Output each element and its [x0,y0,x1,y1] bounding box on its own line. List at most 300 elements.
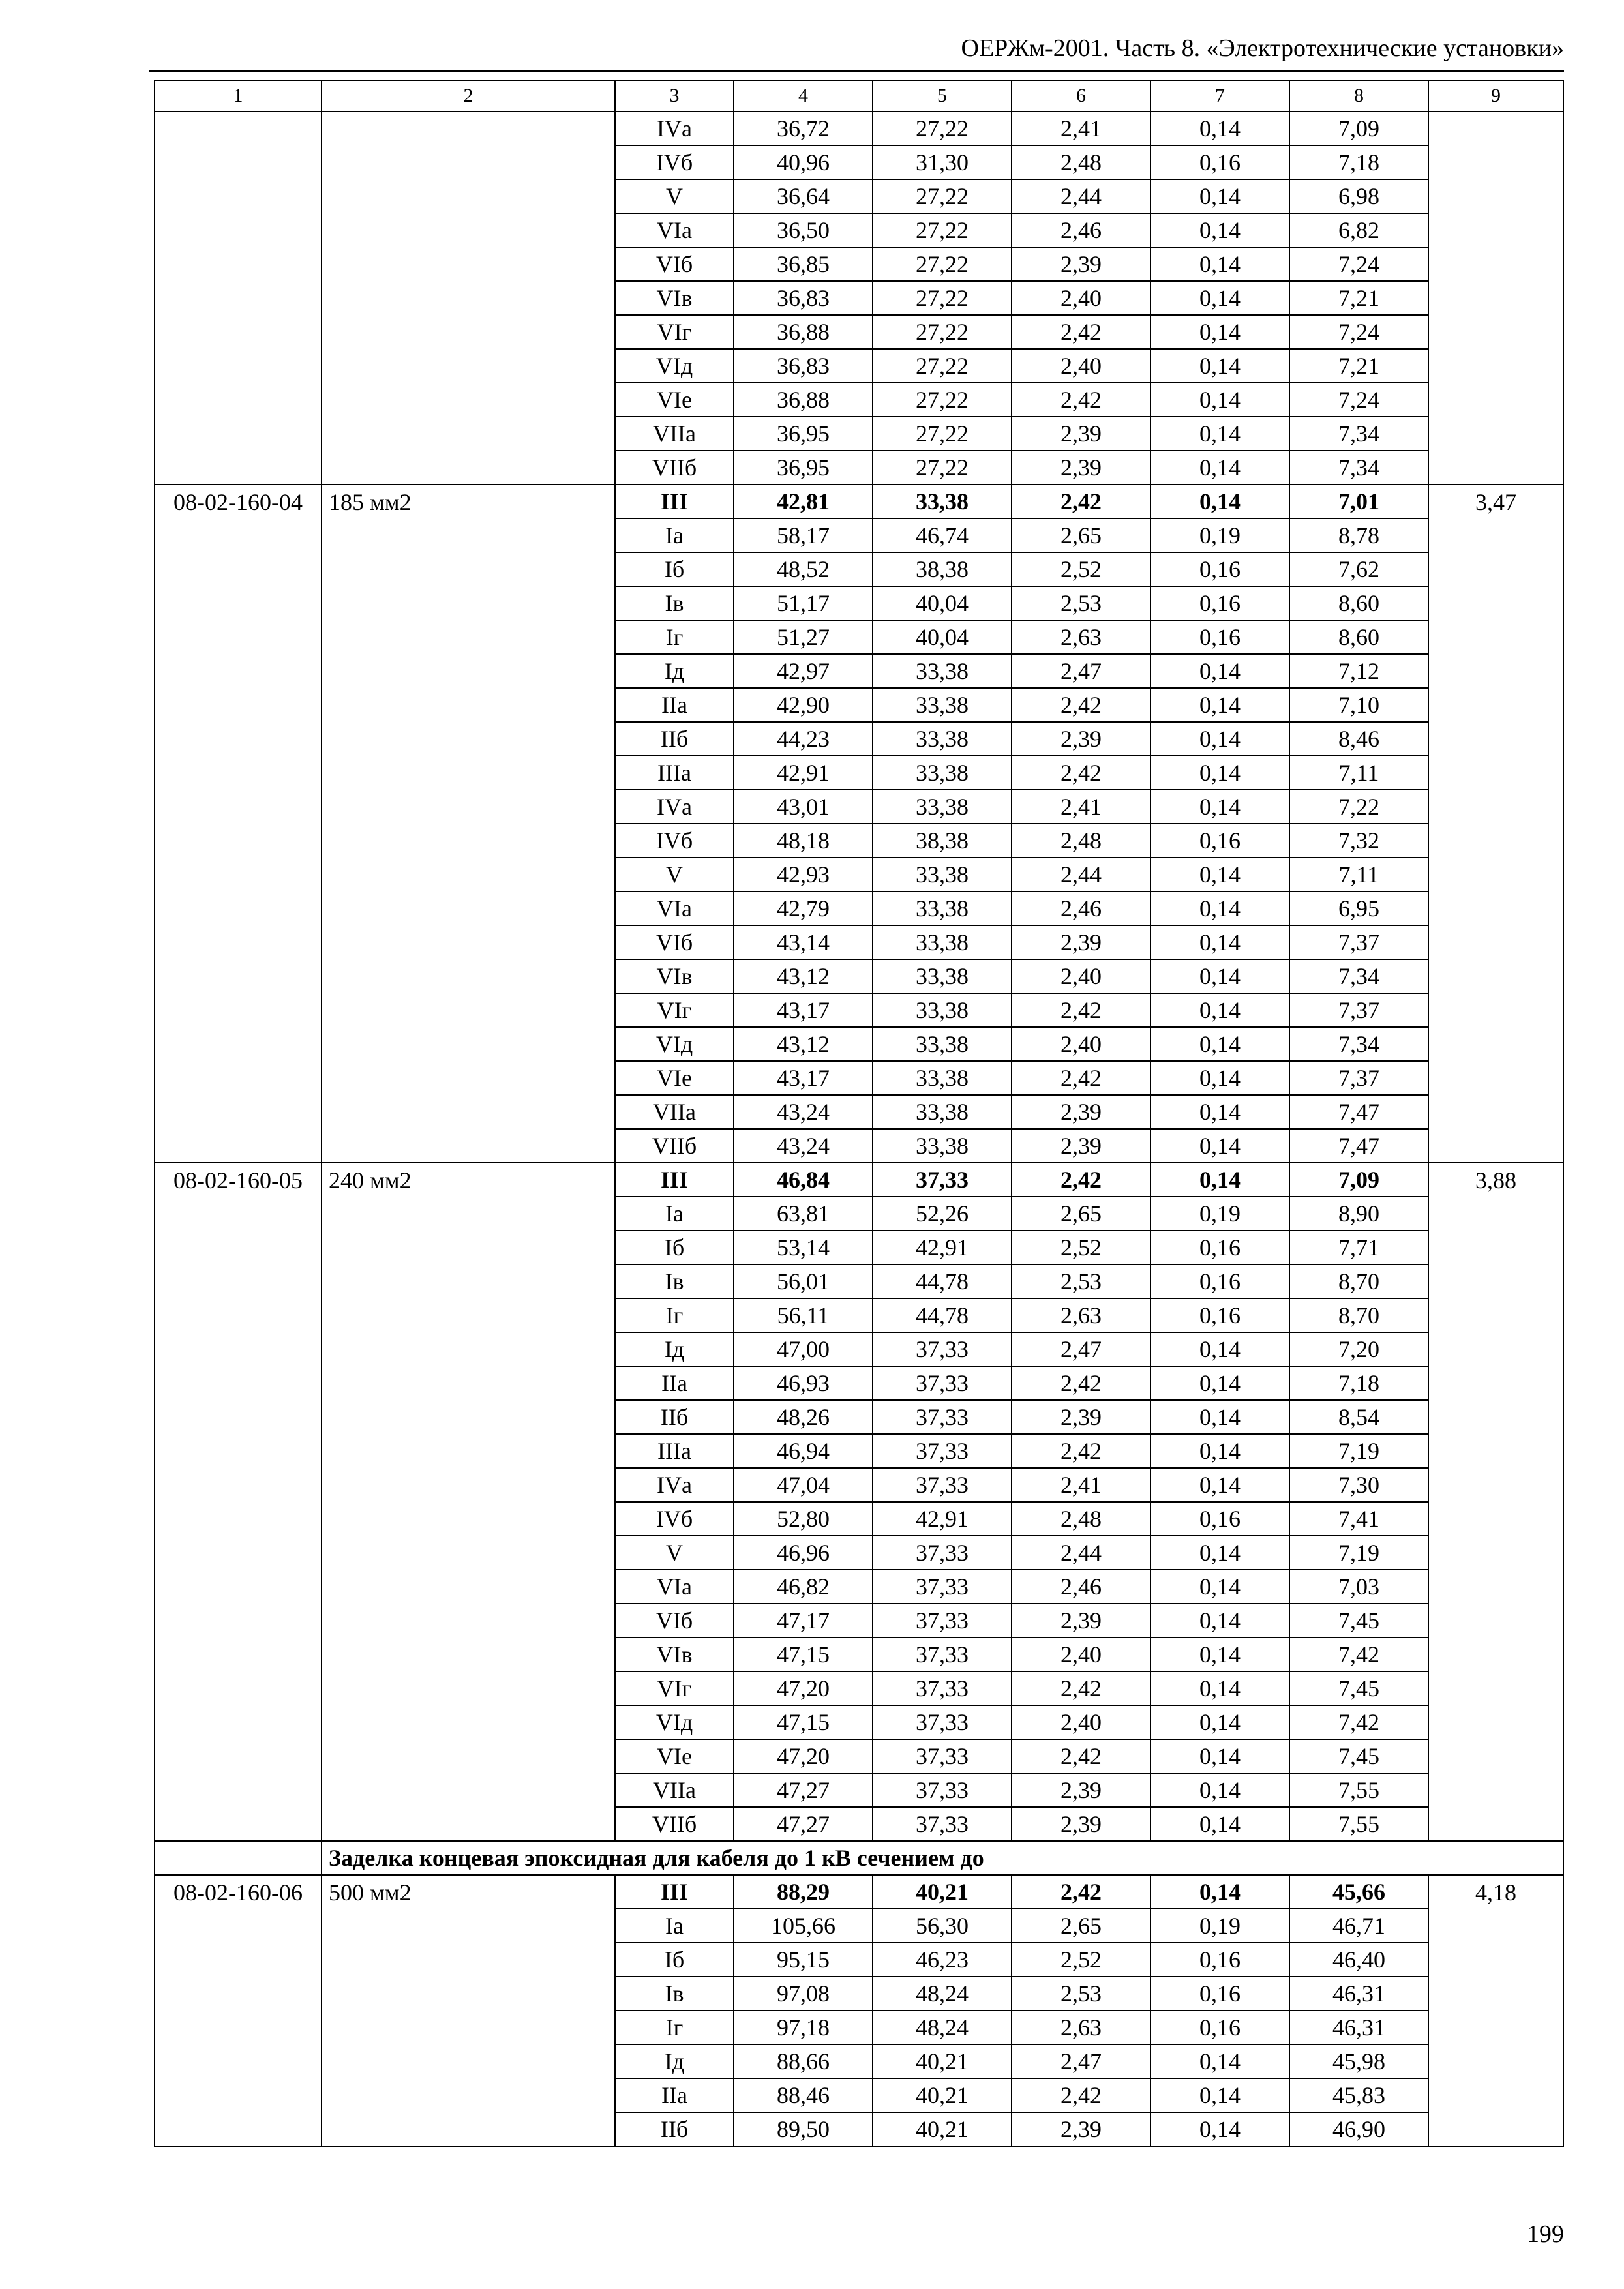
operator-wage: 0,14 [1150,2112,1289,2146]
machine-cost: 2,42 [1012,993,1150,1027]
zone-cell: Iд [615,1332,734,1366]
zone-cell: VIд [615,1027,734,1061]
zone-cell: Iв [615,586,734,620]
zone-cell: Iа [615,1909,734,1943]
total-cost: 95,15 [734,1943,873,1977]
zone-cell: III [615,1163,734,1197]
operator-wage: 0,16 [1150,1943,1289,1977]
cable-section: 500 мм2 [322,1875,615,2146]
zone-cell: VIв [615,281,734,315]
operator-wage: 0,14 [1150,858,1289,891]
materials-cost: 7,21 [1289,281,1428,315]
labor-wage: 33,38 [873,790,1012,824]
total-cost: 52,80 [734,1502,873,1536]
operator-wage: 0,14 [1150,959,1289,993]
machine-cost: 2,52 [1012,552,1150,586]
total-cost: 46,93 [734,1366,873,1400]
materials-cost: 46,71 [1289,1909,1428,1943]
machine-cost: 2,42 [1012,1875,1150,1909]
total-cost: 51,17 [734,586,873,620]
labor-wage: 33,38 [873,654,1012,688]
total-cost: 42,93 [734,858,873,891]
operator-wage: 0,14 [1150,1163,1289,1197]
column-number: 3 [615,80,734,112]
zone-cell: VIе [615,383,734,417]
labor-wage: 37,33 [873,1400,1012,1434]
materials-cost: 7,19 [1289,1434,1428,1468]
materials-cost: 45,98 [1289,2044,1428,2078]
labor-wage: 33,38 [873,722,1012,756]
operator-wage: 0,14 [1150,1536,1289,1570]
machine-cost: 2,47 [1012,2044,1150,2078]
machine-cost: 2,48 [1012,824,1150,858]
zone-cell: VIIб [615,1129,734,1163]
machine-cost: 2,39 [1012,1129,1150,1163]
materials-cost: 8,90 [1289,1197,1428,1231]
machine-cost: 2,44 [1012,179,1150,213]
zone-cell: VIIа [615,417,734,451]
labor-wage: 40,21 [873,2078,1012,2112]
column-number-row [155,80,1563,112]
price-index: 3,47 [1428,485,1563,1163]
operator-wage: 0,14 [1150,1129,1289,1163]
operator-wage: 0,14 [1150,790,1289,824]
operator-wage: 0,16 [1150,552,1289,586]
zone-cell: Iг [615,620,734,654]
machine-cost: 2,42 [1012,688,1150,722]
materials-cost: 7,34 [1289,959,1428,993]
operator-wage: 0,16 [1150,620,1289,654]
machine-cost: 2,42 [1012,2078,1150,2112]
operator-wage: 0,16 [1150,1264,1289,1298]
materials-cost: 7,24 [1289,247,1428,281]
machine-cost: 2,40 [1012,1638,1150,1671]
machine-cost: 2,39 [1012,417,1150,451]
total-cost: 42,79 [734,891,873,925]
labor-wage: 27,22 [873,179,1012,213]
machine-cost: 2,39 [1012,1095,1150,1129]
labor-wage: 33,38 [873,1095,1012,1129]
materials-cost: 7,03 [1289,1570,1428,1604]
column-number: 6 [1012,80,1150,112]
labor-wage: 42,91 [873,1231,1012,1264]
zone-cell: IVа [615,1468,734,1502]
materials-cost: 7,37 [1289,925,1428,959]
materials-cost: 45,66 [1289,1875,1428,1909]
total-cost: 36,83 [734,281,873,315]
labor-wage: 37,33 [873,1638,1012,1671]
materials-cost: 7,45 [1289,1739,1428,1773]
total-cost: 56,11 [734,1298,873,1332]
zone-cell: IIа [615,2078,734,2112]
zone-cell: IVб [615,824,734,858]
labor-wage: 33,38 [873,1061,1012,1095]
total-cost: 88,66 [734,2044,873,2078]
labor-wage: 33,38 [873,891,1012,925]
zone-cell: VIа [615,213,734,247]
operator-wage: 0,14 [1150,1366,1289,1400]
labor-wage: 33,38 [873,858,1012,891]
materials-cost: 6,95 [1289,891,1428,925]
materials-cost: 7,21 [1289,349,1428,383]
price-index [1428,112,1563,485]
materials-cost: 7,20 [1289,1332,1428,1366]
zone-cell: VIб [615,925,734,959]
machine-cost: 2,63 [1012,620,1150,654]
labor-wage: 48,24 [873,2011,1012,2044]
table-row [155,1875,1563,1909]
materials-cost: 46,31 [1289,2011,1428,2044]
labor-wage: 31,30 [873,145,1012,179]
operator-wage: 0,14 [1150,1332,1289,1366]
total-cost: 36,95 [734,451,873,485]
zone-cell: IIб [615,2112,734,2146]
machine-cost: 2,42 [1012,1739,1150,1773]
materials-cost: 6,82 [1289,213,1428,247]
operator-wage: 0,14 [1150,383,1289,417]
materials-cost: 7,30 [1289,1468,1428,1502]
operator-wage: 0,14 [1150,1434,1289,1468]
total-cost: 36,83 [734,349,873,383]
machine-cost: 2,42 [1012,1061,1150,1095]
zone-cell: V [615,1536,734,1570]
materials-cost: 46,90 [1289,2112,1428,2146]
machine-cost: 2,42 [1012,383,1150,417]
total-cost: 42,81 [734,485,873,518]
labor-wage: 33,38 [873,756,1012,790]
zone-cell: VIа [615,1570,734,1604]
operator-wage: 0,16 [1150,1502,1289,1536]
operator-wage: 0,19 [1150,1909,1289,1943]
labor-wage: 33,38 [873,1027,1012,1061]
total-cost: 36,50 [734,213,873,247]
zone-cell: VIв [615,959,734,993]
materials-cost: 7,22 [1289,790,1428,824]
materials-cost: 8,54 [1289,1400,1428,1434]
total-cost: 88,46 [734,2078,873,2112]
labor-wage: 27,22 [873,349,1012,383]
total-cost: 63,81 [734,1197,873,1231]
operator-wage: 0,14 [1150,1773,1289,1807]
zone-cell: IVб [615,1502,734,1536]
zone-cell: VIг [615,315,734,349]
total-cost: 42,90 [734,688,873,722]
labor-wage: 37,33 [873,1570,1012,1604]
machine-cost: 2,40 [1012,281,1150,315]
operator-wage: 0,14 [1150,1705,1289,1739]
section-title-spacer [155,1841,322,1875]
zone-cell: Iд [615,2044,734,2078]
machine-cost: 2,42 [1012,1434,1150,1468]
operator-wage: 0,14 [1150,1570,1289,1604]
materials-cost: 7,18 [1289,145,1428,179]
labor-wage: 37,33 [873,1604,1012,1638]
total-cost: 43,14 [734,925,873,959]
zone-cell: VIг [615,1671,734,1705]
zone-cell: VIг [615,993,734,1027]
labor-wage: 56,30 [873,1909,1012,1943]
section-title-row [155,1841,1563,1875]
operator-wage: 0,14 [1150,688,1289,722]
total-cost: 43,24 [734,1129,873,1163]
materials-cost: 7,71 [1289,1231,1428,1264]
materials-cost: 8,60 [1289,620,1428,654]
machine-cost: 2,40 [1012,349,1150,383]
operator-wage: 0,14 [1150,2044,1289,2078]
total-cost: 44,23 [734,722,873,756]
labor-wage: 48,24 [873,1977,1012,2011]
total-cost: 43,01 [734,790,873,824]
total-cost: 48,18 [734,824,873,858]
labor-wage: 33,38 [873,959,1012,993]
machine-cost: 2,44 [1012,1536,1150,1570]
total-cost: 47,27 [734,1773,873,1807]
total-cost: 42,97 [734,654,873,688]
machine-cost: 2,65 [1012,1909,1150,1943]
total-cost: 40,96 [734,145,873,179]
operator-wage: 0,14 [1150,1061,1289,1095]
machine-cost: 2,39 [1012,2112,1150,2146]
materials-cost: 45,83 [1289,2078,1428,2112]
operator-wage: 0,16 [1150,1231,1289,1264]
operator-wage: 0,14 [1150,1027,1289,1061]
total-cost: 43,17 [734,1061,873,1095]
zone-cell: IIIа [615,1434,734,1468]
labor-wage: 38,38 [873,824,1012,858]
labor-wage: 37,33 [873,1163,1012,1197]
cable-section: 185 мм2 [322,485,615,1163]
zone-cell: IVа [615,112,734,145]
total-cost: 53,14 [734,1231,873,1264]
operator-wage: 0,14 [1150,722,1289,756]
zone-cell: VIIа [615,1095,734,1129]
rates-table [154,80,1564,2147]
materials-cost: 7,42 [1289,1638,1428,1671]
labor-wage: 33,38 [873,485,1012,518]
machine-cost: 2,48 [1012,1502,1150,1536]
operator-wage: 0,19 [1150,518,1289,552]
materials-cost: 7,47 [1289,1095,1428,1129]
zone-cell: IVб [615,145,734,179]
table-row [155,112,1563,145]
zone-cell: Iг [615,2011,734,2044]
machine-cost: 2,39 [1012,1604,1150,1638]
machine-cost: 2,52 [1012,1231,1150,1264]
zone-cell: V [615,858,734,891]
machine-cost: 2,42 [1012,485,1150,518]
machine-cost: 2,42 [1012,756,1150,790]
materials-cost: 7,32 [1289,824,1428,858]
labor-wage: 42,91 [873,1502,1012,1536]
zone-cell: IIа [615,688,734,722]
cable-section: 240 мм2 [322,1163,615,1841]
total-cost: 43,24 [734,1095,873,1129]
machine-cost: 2,42 [1012,1671,1150,1705]
operator-wage: 0,14 [1150,1875,1289,1909]
machine-cost: 2,39 [1012,1773,1150,1807]
operator-wage: 0,14 [1150,1671,1289,1705]
column-number: 2 [322,80,615,112]
machine-cost: 2,46 [1012,891,1150,925]
total-cost: 43,12 [734,1027,873,1061]
machine-cost: 2,53 [1012,1264,1150,1298]
total-cost: 47,15 [734,1705,873,1739]
zone-cell: III [615,485,734,518]
machine-cost: 2,52 [1012,1943,1150,1977]
zone-cell: VIIа [615,1773,734,1807]
zone-cell: Iг [615,1298,734,1332]
operator-wage: 0,14 [1150,1095,1289,1129]
total-cost: 46,84 [734,1163,873,1197]
operator-wage: 0,14 [1150,654,1289,688]
rates-table-body [155,80,1563,2146]
column-number: 9 [1428,80,1563,112]
operator-wage: 0,14 [1150,349,1289,383]
total-cost: 36,95 [734,417,873,451]
operator-wage: 0,16 [1150,2011,1289,2044]
machine-cost: 2,42 [1012,1163,1150,1197]
table-row [155,1163,1563,1197]
machine-cost: 2,39 [1012,451,1150,485]
total-cost: 89,50 [734,2112,873,2146]
labor-wage: 37,33 [873,1807,1012,1841]
labor-wage: 40,21 [873,2044,1012,2078]
machine-cost: 2,39 [1012,722,1150,756]
total-cost: 47,20 [734,1671,873,1705]
labor-wage: 33,38 [873,688,1012,722]
total-cost: 48,52 [734,552,873,586]
rate-code [155,112,322,485]
page-number: 199 [1527,2221,1564,2248]
operator-wage: 0,14 [1150,756,1289,790]
labor-wage: 37,33 [873,1434,1012,1468]
materials-cost: 8,46 [1289,722,1428,756]
labor-wage: 33,38 [873,1129,1012,1163]
zone-cell: IIб [615,1400,734,1434]
materials-cost: 7,11 [1289,858,1428,891]
total-cost: 43,17 [734,993,873,1027]
materials-cost: 7,37 [1289,1061,1428,1095]
labor-wage: 38,38 [873,552,1012,586]
labor-wage: 40,04 [873,620,1012,654]
machine-cost: 2,41 [1012,112,1150,145]
machine-cost: 2,63 [1012,2011,1150,2044]
operator-wage: 0,14 [1150,1739,1289,1773]
zone-cell: Iа [615,1197,734,1231]
operator-wage: 0,14 [1150,417,1289,451]
materials-cost: 7,34 [1289,451,1428,485]
total-cost: 36,64 [734,179,873,213]
price-index: 3,88 [1428,1163,1563,1841]
operator-wage: 0,16 [1150,1977,1289,2011]
operator-wage: 0,14 [1150,281,1289,315]
labor-wage: 37,33 [873,1536,1012,1570]
materials-cost: 7,42 [1289,1705,1428,1739]
labor-wage: 37,33 [873,1773,1012,1807]
machine-cost: 2,39 [1012,1807,1150,1841]
zone-cell: VIд [615,1705,734,1739]
materials-cost: 7,24 [1289,383,1428,417]
labor-wage: 27,22 [873,315,1012,349]
total-cost: 58,17 [734,518,873,552]
zone-cell: VIе [615,1739,734,1773]
machine-cost: 2,39 [1012,247,1150,281]
zone-cell: VIIб [615,451,734,485]
zone-cell: Iб [615,1231,734,1264]
materials-cost: 7,55 [1289,1773,1428,1807]
labor-wage: 37,33 [873,1332,1012,1366]
zone-cell: IVа [615,790,734,824]
materials-cost: 8,78 [1289,518,1428,552]
labor-wage: 40,04 [873,586,1012,620]
rate-code: 08-02-160-04 [155,485,322,1163]
zone-cell: VIа [615,891,734,925]
total-cost: 88,29 [734,1875,873,1909]
total-cost: 46,96 [734,1536,873,1570]
labor-wage: 27,22 [873,281,1012,315]
total-cost: 97,08 [734,1977,873,2011]
materials-cost: 7,34 [1289,1027,1428,1061]
materials-cost: 7,24 [1289,315,1428,349]
operator-wage: 0,14 [1150,485,1289,518]
operator-wage: 0,14 [1150,1638,1289,1671]
labor-wage: 33,38 [873,925,1012,959]
materials-cost: 7,18 [1289,1366,1428,1400]
operator-wage: 0,14 [1150,925,1289,959]
labor-wage: 46,23 [873,1943,1012,1977]
materials-cost: 7,10 [1289,688,1428,722]
zone-cell: VIд [615,349,734,383]
materials-cost: 8,70 [1289,1298,1428,1332]
total-cost: 46,94 [734,1434,873,1468]
labor-wage: 27,22 [873,247,1012,281]
machine-cost: 2,53 [1012,1977,1150,2011]
materials-cost: 7,62 [1289,552,1428,586]
machine-cost: 2,63 [1012,1298,1150,1332]
materials-cost: 7,47 [1289,1129,1428,1163]
column-number: 4 [734,80,873,112]
column-number: 8 [1289,80,1428,112]
total-cost: 51,27 [734,620,873,654]
operator-wage: 0,14 [1150,112,1289,145]
machine-cost: 2,44 [1012,858,1150,891]
operator-wage: 0,16 [1150,824,1289,858]
machine-cost: 2,65 [1012,1197,1150,1231]
materials-cost: 46,31 [1289,1977,1428,2011]
labor-wage: 40,21 [873,2112,1012,2146]
machine-cost: 2,46 [1012,1570,1150,1604]
column-number: 5 [873,80,1012,112]
materials-cost: 8,60 [1289,586,1428,620]
zone-cell: VIв [615,1638,734,1671]
total-cost: 36,85 [734,247,873,281]
total-cost: 43,12 [734,959,873,993]
labor-wage: 37,33 [873,1468,1012,1502]
price-index: 4,18 [1428,1875,1563,2146]
page-header-title: ОЕРЖм-2001. Часть 8. «Электротехнические установки» [961,35,1564,62]
machine-cost: 2,40 [1012,1705,1150,1739]
total-cost: 47,20 [734,1739,873,1773]
zone-cell: VIб [615,1604,734,1638]
cable-section [322,112,615,485]
total-cost: 47,17 [734,1604,873,1638]
labor-wage: 46,74 [873,518,1012,552]
machine-cost: 2,41 [1012,790,1150,824]
operator-wage: 0,14 [1150,315,1289,349]
zone-cell: VIб [615,247,734,281]
materials-cost: 7,12 [1289,654,1428,688]
header-rule [149,70,1564,72]
